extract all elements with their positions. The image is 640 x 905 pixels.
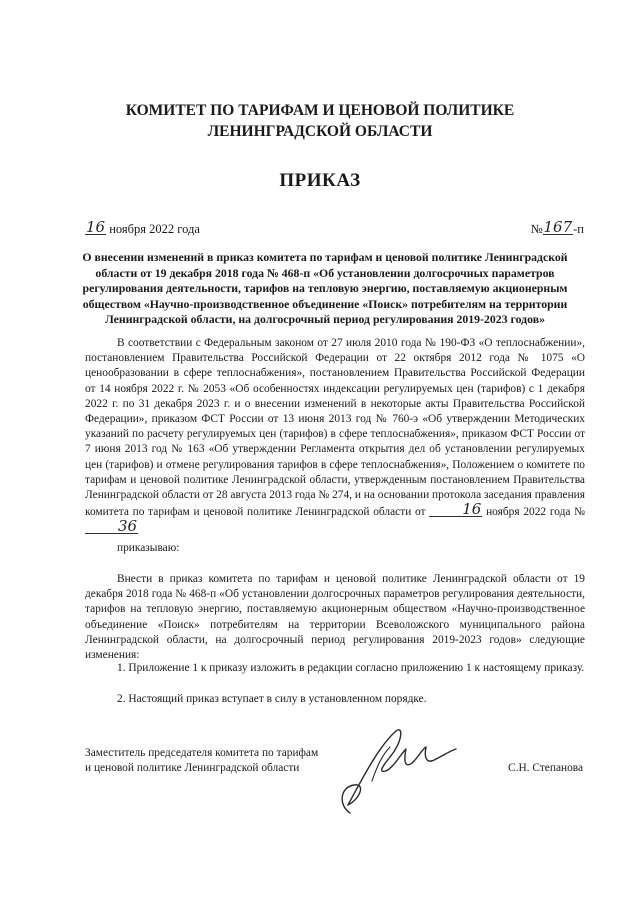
order-number: [530, 218, 584, 237]
basis-text: В соответствии с Федеральным законом от 27 июля 2010 года № 190-ФЗ «О теплоснабжении», постановлением Правительства Российской Федерации от 22 октября 2012 года № 1075 «О ценообразовании в сфере теплоснабжения», постановлением Правительства Российской Федерации от 14 ноября 2022 г. № 2053 «Об особенностях индексации регулируемых цен (тарифов) с 1 декабря 2022 г. по 31 декабря 2023 г. и о внесении изменений в некоторые акты Правительства Российской Федерации», приказом ФСТ России от 13 июня 2013 год № 760-э «Об утверждении Методических указаний по расчету регулируемых цен (тарифов) в сфере теплоснабжения», приказом ФСТ России от 7 июня 2013 год № 163 «Об утверждении Регламента открытия дел об установлении регулируемых цен (тарифов) и отмене регулирования тарифов в сфере теплоснабжения», Положением о комитете по тарифам и ценовой политике Ленинградской области, утвержденным постановлением Правительства Ленинградской области от 28 августа 2013 года № 274, и на основании протокола заседания правления комитета по тарифам и ценовой политике Ленинградской области от: [85, 337, 586, 519]
committee-name: [0, 100, 640, 142]
signatory-name: С.Н. Степанова: [508, 762, 584, 774]
signatory-role-line-2: и ценовой политике Ленинградской области: [85, 761, 300, 774]
amendment-paragraph: Внести в приказ комитета по тарифам и ценовой политике Ленинградской области от 19 декабря 2018 года № 468-п «Об установлении долгосрочных параметров регулирования деятельности, тарифов на тепловую энергию, поставляемую акционерным обществом «Научно-производственное объединение «Поиск» потребителям на территории Всеволожского муниципального района Ленинградской области, на долгосрочный период регулирования 2019-2023 годов» следующие изменения:: [85, 573, 585, 662]
committee-line-1: КОМИТЕТ ПО ТАРИФАМ И ЦЕНОВОЙ ПОЛИТИКЕ: [125, 102, 515, 119]
protocol-year: 2022 года №: [523, 506, 585, 519]
document-type: ПРИКАЗ: [279, 170, 361, 191]
handwritten-signature: [320, 725, 460, 820]
handwritten-number: 167: [543, 218, 573, 236]
handwritten-protocol-number: 36: [85, 520, 138, 534]
handwritten-protocol-day: 16: [429, 503, 482, 517]
committee-line-2: ЛЕНИНГРАДСКОЙ ОБЛАСТИ: [207, 123, 433, 140]
legal-basis-paragraph: [85, 336, 585, 538]
order-word: приказываю:: [117, 542, 180, 554]
signatory-role-line-1: Заместитель председателя комитета по тарифам: [85, 747, 319, 759]
order-date: [85, 218, 200, 237]
number-suffix: -п: [573, 222, 584, 236]
handwritten-day: 16: [86, 218, 106, 236]
signatory-role: [85, 746, 318, 775]
date-rest: ноября 2022 года: [109, 222, 200, 236]
order-item-1: 1. Приложение 1 к приказу изложить в редакции согласно приложению 1 к настоящему приказу.: [117, 662, 585, 674]
order-subject: О внесении изменений в приказ комитета по тарифам и ценовой политике Ленинградской области от 19 декабря 2018 года № 468-п «Об установлении долгосрочных параметров регулирования деятельности, тарифов на тепловую энергию, поставляемую акционерным обществом «Научно-производственное объединение «Поиск» потребителям на территории Ленинградской области, на долгосрочный период регулирования 2019-2023 годов»: [82, 250, 568, 327]
protocol-month: ноября: [486, 506, 520, 519]
number-prefix: №: [530, 222, 543, 236]
order-item-2: 2. Настоящий приказ вступает в силу в установленном порядке.: [117, 693, 427, 705]
